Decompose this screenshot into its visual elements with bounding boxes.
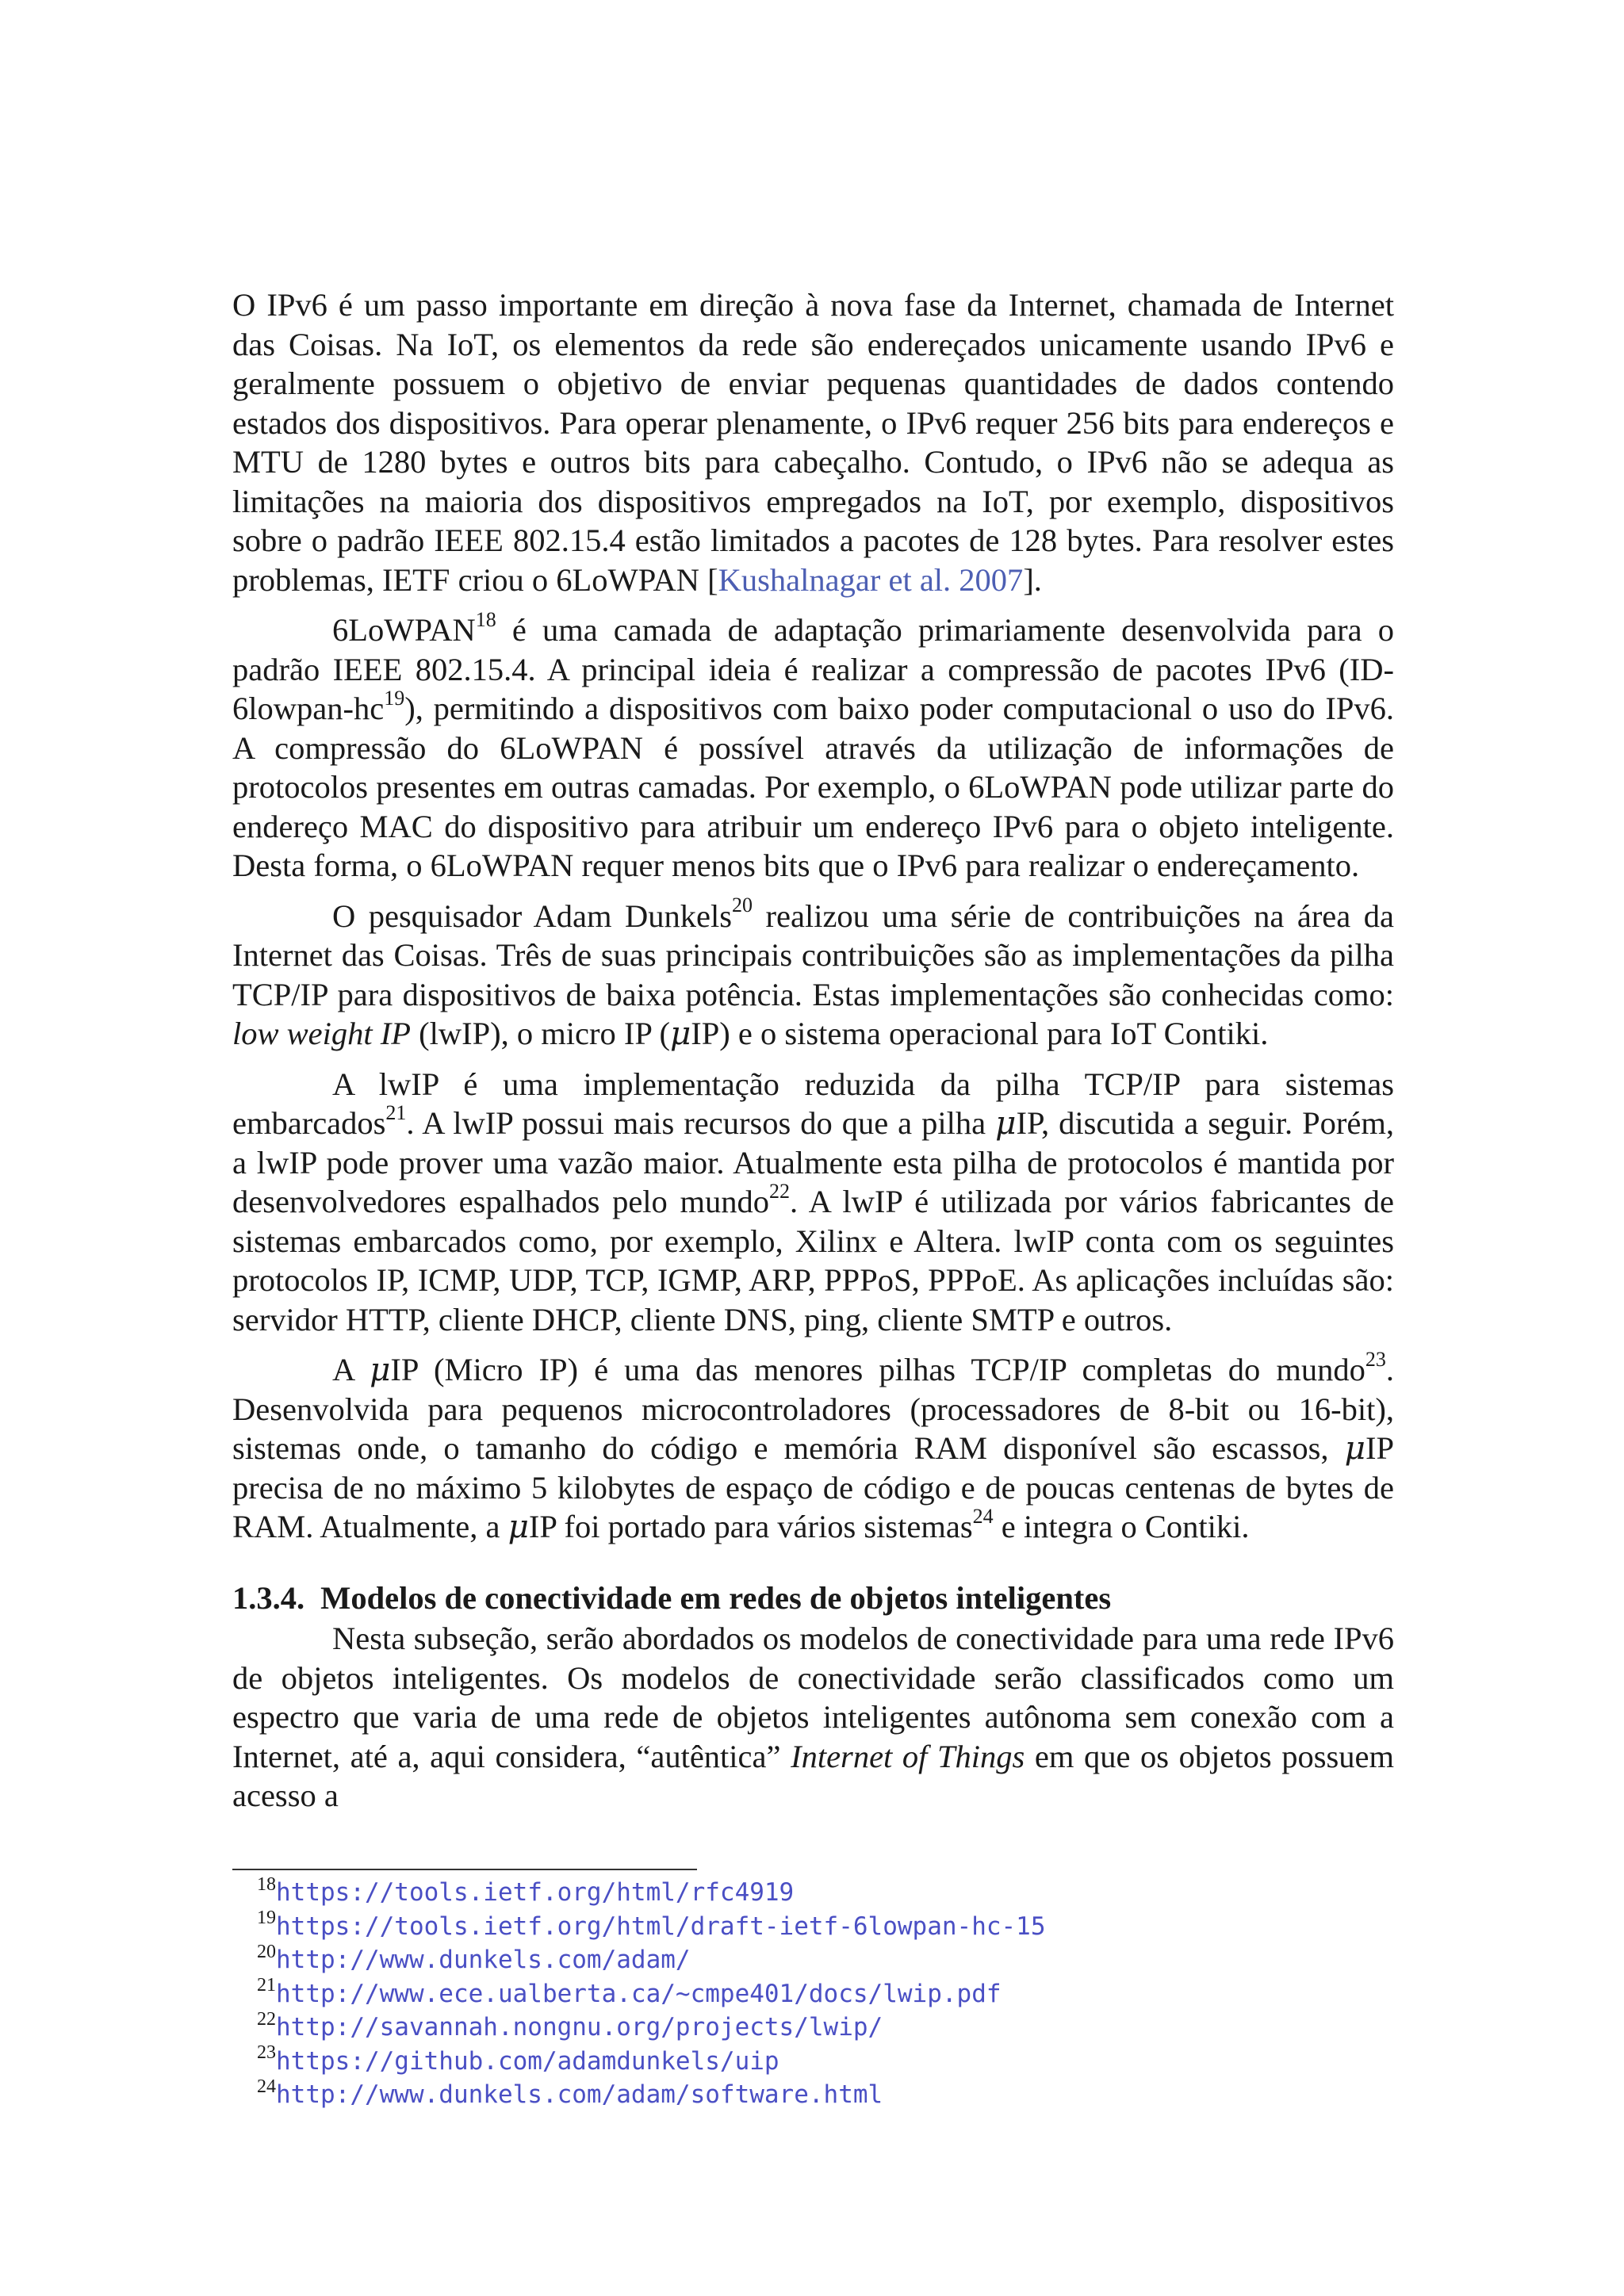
footnote-divider bbox=[232, 1869, 697, 1870]
paragraph-ipv6 bbox=[232, 285, 1394, 599]
mu-symbol: μ bbox=[370, 1350, 391, 1388]
footnote-link[interactable]: http://savannah.nongnu.org/projects/lwip/ bbox=[276, 2013, 883, 2042]
citation-link[interactable]: Kushalnagar et al. 2007 bbox=[718, 561, 1024, 598]
footnote-marker[interactable]: 20 bbox=[732, 894, 753, 916]
section-heading bbox=[232, 1578, 1394, 1618]
text-span: A bbox=[332, 1352, 370, 1387]
footnote-link[interactable]: https://tools.ietf.org/html/rfc4919 bbox=[276, 1878, 795, 1907]
paragraph-dunkels bbox=[232, 894, 1394, 1054]
text-span: IP foi portado para vários sistemas bbox=[528, 1509, 973, 1544]
footnote-link[interactable]: https://tools.ietf.org/html/draft-ietf-6lowpan-hc-15 bbox=[276, 1911, 1046, 1941]
text-span: ), permitindo a dispositivos com baixo poder computacional o uso do IPv6. A compressão do 6LoWPAN é possível através da utilização de informações de protocolos presentes em outras camadas. Por exemplo, o 6LoWPAN pode utilizar parte do endereço MAC do dispositivo para atribuir um endereço IPv6 para o objeto inteligente. Desta forma, o 6LoWPAN requer menos bits que o IPv6 para realizar o endereçamento. bbox=[232, 691, 1394, 883]
footnote-number: 24 bbox=[257, 2076, 276, 2097]
footnotes bbox=[257, 1873, 1391, 2112]
text-span: 6LoWPAN bbox=[332, 612, 476, 648]
text-span: ]. bbox=[1023, 561, 1042, 598]
footnote-number: 22 bbox=[257, 2008, 276, 2030]
text-span: (lwIP), o micro IP ( bbox=[411, 1016, 670, 1051]
footnote-marker[interactable]: 18 bbox=[475, 607, 496, 631]
text-span: . Desenvolvida para pequenos microcontroladores (processadores de 8-bit ou 16-bit), sistemas onde, o tamanho do código e memória RAM disponível são escassos, bbox=[232, 1352, 1394, 1466]
text-span: O pesquisador Adam Dunkels bbox=[332, 897, 732, 934]
text-span: IP (Micro IP) é uma das menores pilhas TCP/IP completas do mundo bbox=[390, 1352, 1365, 1387]
footnote-number: 18 bbox=[257, 1873, 276, 1895]
section-title: Modelos de conectividade em redes de objetos inteligentes bbox=[320, 1579, 1112, 1616]
footnote-marker[interactable]: 21 bbox=[385, 1100, 407, 1124]
text-span: e integra o Contiki. bbox=[993, 1509, 1250, 1544]
footnote-link[interactable]: http://www.ece.ualberta.ca/~cmpe401/docs/lwip.pdf bbox=[276, 1979, 1002, 2008]
footnote-link[interactable]: https://github.com/adamdunkels/uip bbox=[276, 2046, 779, 2076]
footnote-item bbox=[257, 2042, 1391, 2079]
text-span: IP) e o sistema operacional para IoT Contiki. bbox=[691, 1016, 1269, 1051]
text-span: é uma camada de adaptação primariamente desenvolvida para o padrão IEEE 802.15.4. A principal ideia é realizar a compressão de pacotes IPv6 (ID-6lowpan-hc bbox=[232, 612, 1394, 726]
footnote-number: 23 bbox=[257, 2042, 276, 2064]
paragraph-lwip bbox=[232, 1065, 1394, 1340]
emphasis-term: Internet of Things bbox=[791, 1738, 1025, 1774]
footnote-number: 20 bbox=[257, 1941, 276, 1962]
footnote-item bbox=[257, 1943, 1391, 1977]
footnote-item bbox=[257, 1873, 1391, 1910]
mu-symbol: μ bbox=[508, 1507, 529, 1545]
footnote-link[interactable]: http://www.dunkels.com/adam/ bbox=[276, 1946, 691, 1974]
footnote-marker[interactable]: 22 bbox=[769, 1179, 791, 1203]
paragraph-connectivity bbox=[232, 1619, 1394, 1816]
text-span: IP precisa de no máximo 5 kilobytes de espaço de código e de poucas centenas de bytes de RAM. Atualmente, a bbox=[232, 1430, 1394, 1544]
footnote-marker[interactable]: 19 bbox=[384, 686, 405, 710]
text-span: A lwIP é uma implementação reduzida da pilha TCP/IP para sistemas embarcados bbox=[232, 1066, 1394, 1141]
footnote-item bbox=[257, 2008, 1391, 2045]
footnote-item bbox=[257, 2078, 1391, 2112]
footnote-item bbox=[257, 1910, 1391, 1944]
footnote-item bbox=[257, 1977, 1391, 2011]
footnote-marker[interactable]: 23 bbox=[1365, 1347, 1386, 1371]
text-span: Nesta subseção, serão abordados os modelos de conectividade para uma rede IPv6 de objetos inteligentes. Os modelos de conectividade serão classificados como um espectro que varia de uma rede de objetos inteligentes autônoma sem conexão com a Internet, até a, aqui considera, “autêntica” bbox=[232, 1621, 1394, 1774]
footnote-number: 21 bbox=[257, 1975, 276, 1996]
text-span: O IPv6 é um passo importante em direção à nova fase da Internet, chamada de Internet das Coisas. Na IoT, os elementos da rede são endereçados unicamente usando IPv6 e geralmente possuem o objetivo de enviar pequenas quantidades de dados contendo estados dos dispositivos. Para operar plenamente, o IPv6 requer 256 bits para endereços e MTU de 1280 bytes e outros bits para cabeçalho. Contudo, o IPv6 não se adequa as limitações na maioria dos dispositivos empregados na IoT, por exemplo, dispositivos sobre o padrão IEEE 802.15.4 estão limitados a pacotes de 128 bytes. Para resolver estes problemas, IETF criou o 6LoWPAN [ bbox=[232, 287, 1394, 598]
mu-symbol: μ bbox=[1344, 1429, 1365, 1467]
section-number: 1.3.4. bbox=[232, 1579, 305, 1616]
text-span: . A lwIP possui mais recursos do que a pilha bbox=[406, 1105, 996, 1141]
text-span: IP, discutida a seguir. Porém, a lwIP pode prover uma vazão maior. Atualmente esta pilha de protocolos é mantida por desenvolvedores espalhados pelo mundo bbox=[232, 1105, 1394, 1219]
body-text bbox=[232, 285, 1394, 1827]
mu-symbol: μ bbox=[669, 1014, 691, 1052]
text-span: realizou uma série de contribuições na área da Internet das Coisas. Três de suas principais contribuições são as implementações da pilha TCP/IP para dispositivos de baixa potência. Estas implementações são conhecidas como: bbox=[232, 897, 1394, 1012]
paragraph-6lowpan bbox=[232, 607, 1394, 886]
paragraph-uip bbox=[232, 1347, 1394, 1547]
text-span: . A lwIP é utilizada por vários fabricantes de sistemas embarcados como, por exemplo, Xilinx e Altera. lwIP conta com os seguintes protocolos IP, ICMP, UDP, TCP, IGMP, ARP, PPPoS, PPPoE. As aplicações incluídas são: servidor HTTP, cliente DHCP, cliente DNS, ping, cliente SMTP e outros. bbox=[232, 1184, 1394, 1337]
footnote-number: 19 bbox=[257, 1908, 276, 1929]
mu-symbol: μ bbox=[995, 1104, 1017, 1142]
footnote-marker[interactable]: 24 bbox=[972, 1504, 994, 1528]
footnote-link[interactable]: http://www.dunkels.com/adam/software.html bbox=[276, 2080, 883, 2109]
text-span: em que os objetos possuem acesso a bbox=[232, 1738, 1394, 1813]
emphasis-term: low weight IP bbox=[232, 1016, 411, 1051]
